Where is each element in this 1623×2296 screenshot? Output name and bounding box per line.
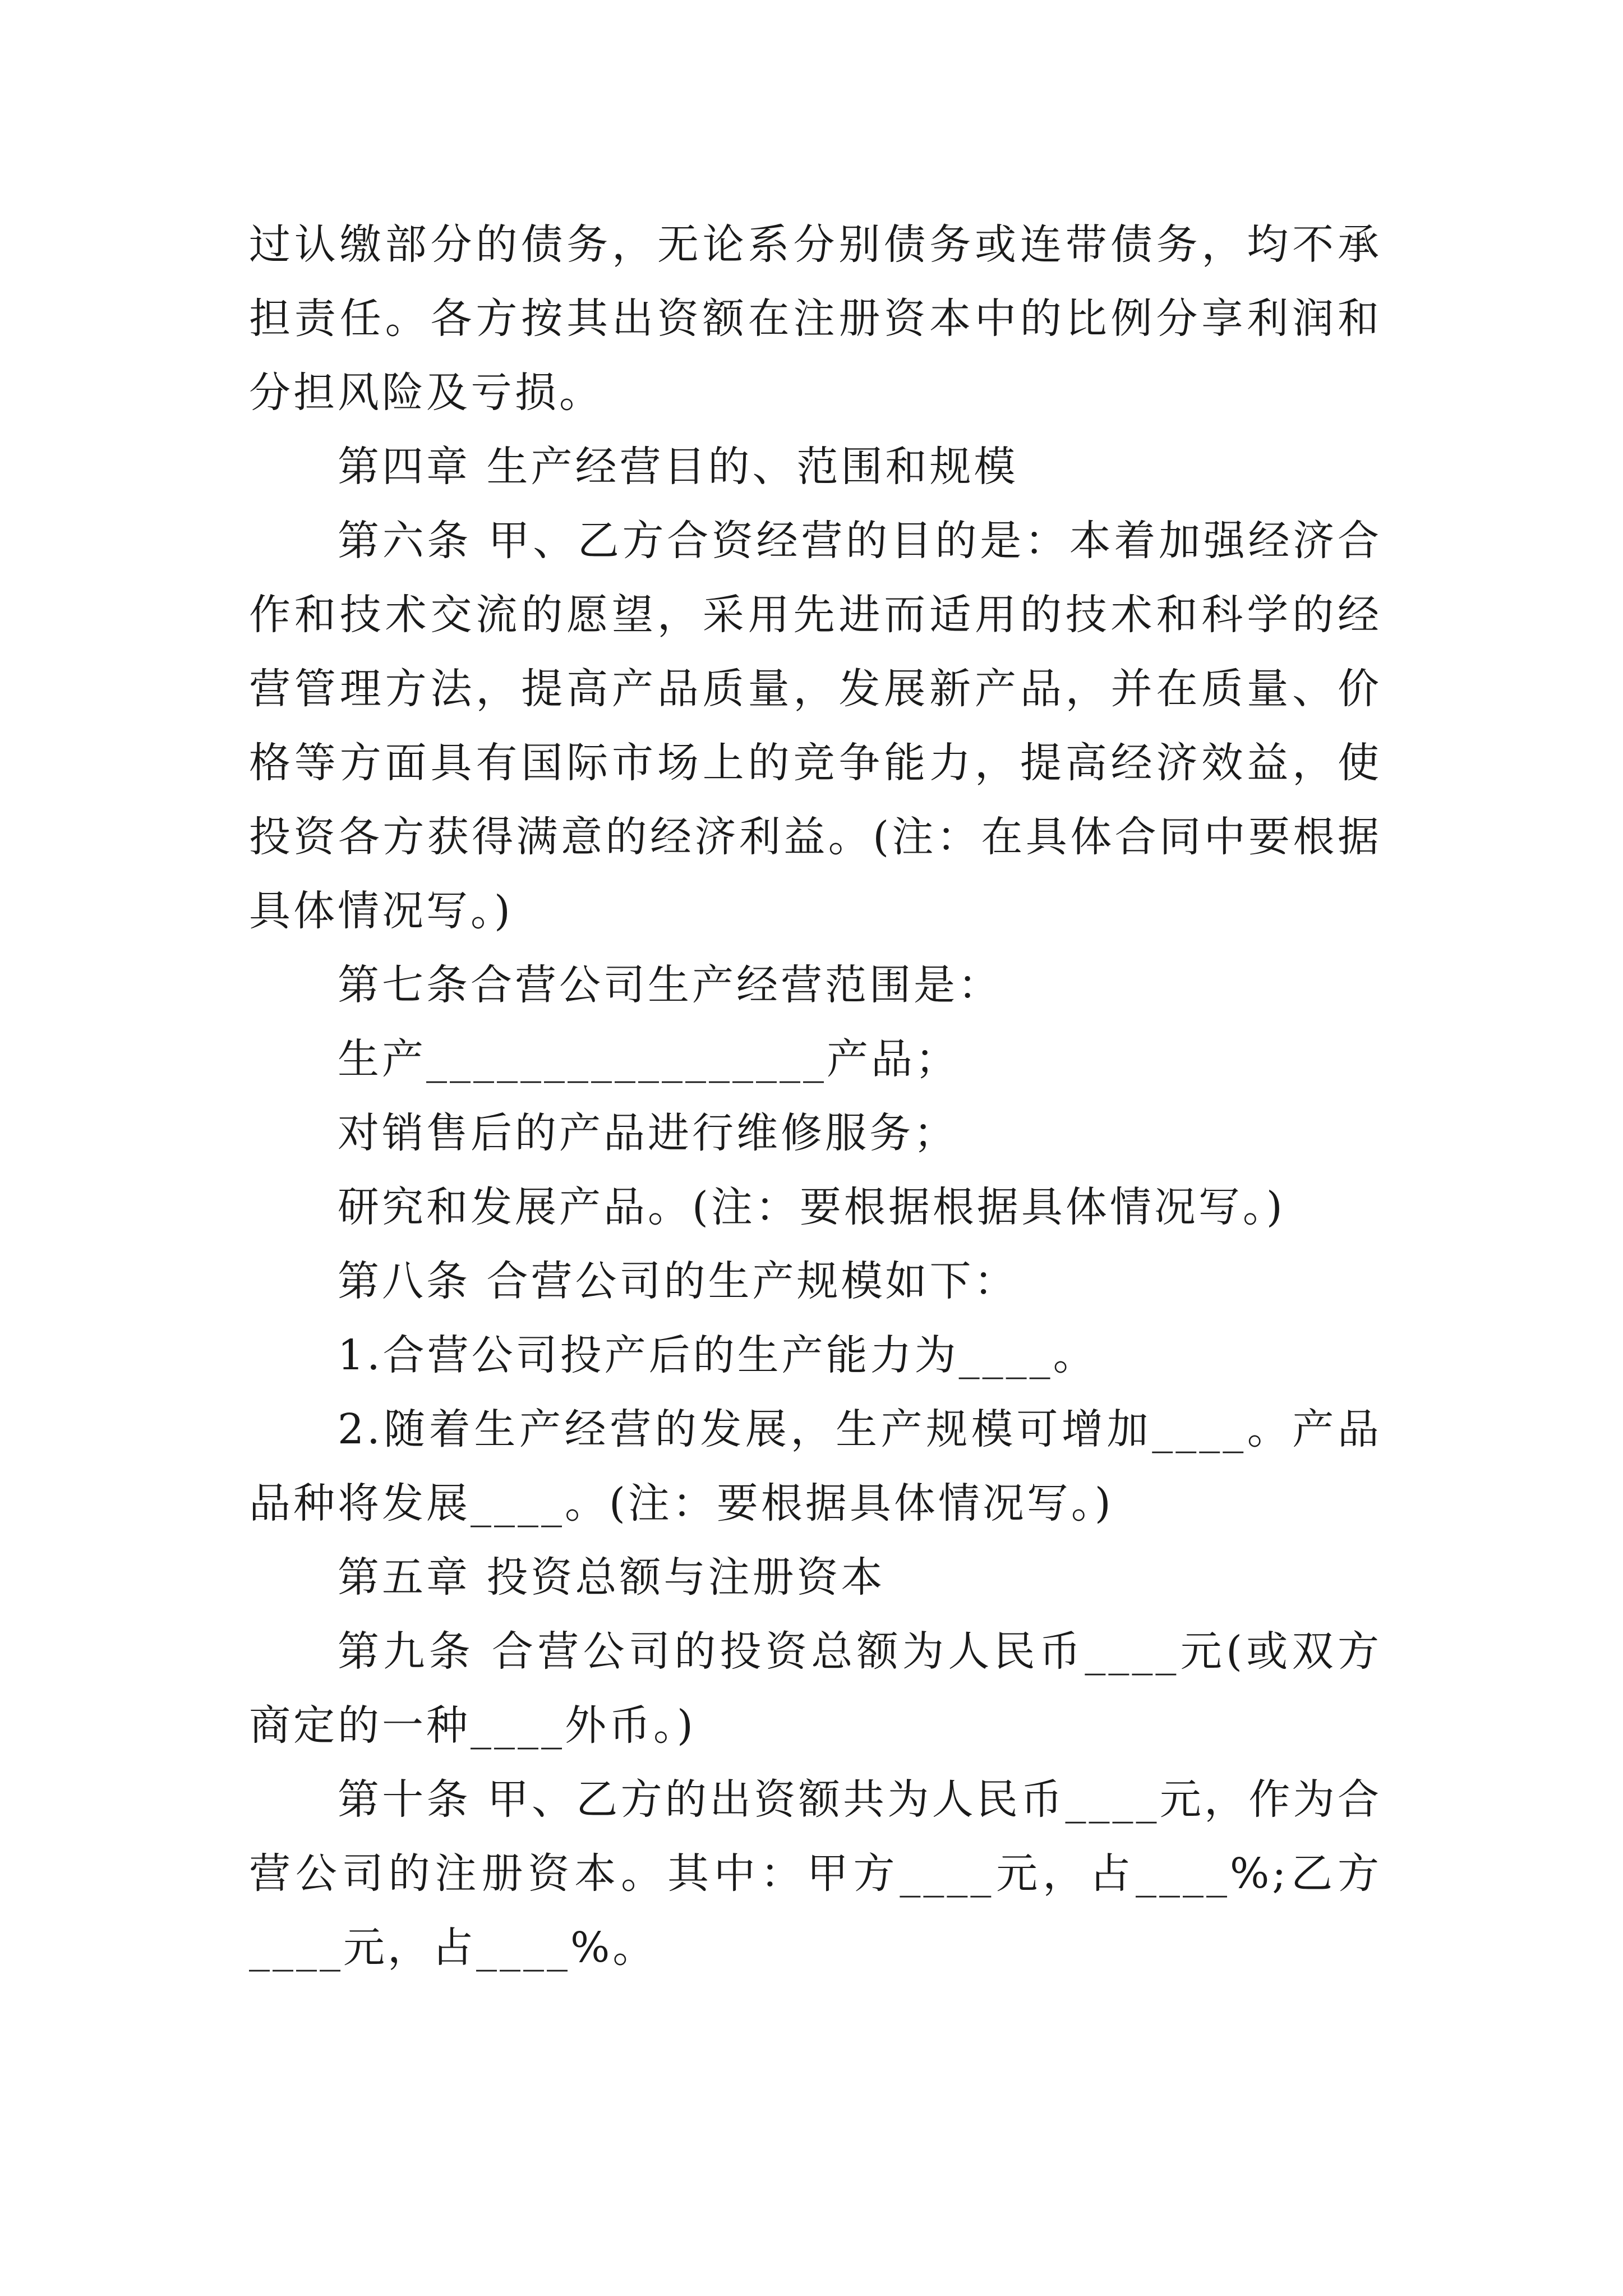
paragraph-liability-continuation: 过认缴部分的债务，无论系分别债务或连带债务，均不承担责任。各方按其出资额在注册资本中的比例分享利润和分担风险及亏损。 <box>249 220 1382 417</box>
scope-item-research: 研究和发展产品。(注：要根据根据具体情况写。) <box>338 1183 1285 1231</box>
article-eight-item-two: 2.随着生产经营的发展，生产规模可增加____。产品品种将发展____。(注：要根据具体情况写。) <box>249 1405 1382 1527</box>
scope-item-production: 生产_________________产品； <box>338 1035 960 1083</box>
chapter-heading-four: 第四章 生产经营目的、范围和规模 <box>338 443 1018 491</box>
chapter-heading-five: 第五章 投资总额与注册资本 <box>338 1553 886 1602</box>
scope-item-maintenance: 对销售后的产品进行维修服务； <box>338 1109 958 1157</box>
article-ten: 第十条 甲、乙方的出资额共为人民币____元，作为合营公司的注册资本。其中：甲方____元，占____%;乙方____元，占____%。 <box>249 1775 1382 1972</box>
article-nine: 第九条 合营公司的投资总额为人民币____元(或双方商定的一种____外币。) <box>249 1627 1382 1750</box>
article-six: 第六条 甲、乙方合资经营的目的是：本着加强经济合作和技术交流的愿望，采用先进而适用的技术和科学的经营管理方法，提高产品质量，发展新产品，并在质量、价格等方面具有国际市场上的竞争能力，提高经济效益，使投资各方获得满意的经济利益。(注：在具体合同中要根据具体情况写。) <box>249 517 1382 935</box>
article-seven: 第七条合营公司生产经营范围是： <box>338 961 1002 1009</box>
article-eight-item-one: 1.合营公司投产后的生产能力为____。 <box>338 1331 1098 1379</box>
article-eight: 第八条 合营公司的生产规模如下： <box>338 1257 1018 1305</box>
document-body <box>249 208 1382 1985</box>
